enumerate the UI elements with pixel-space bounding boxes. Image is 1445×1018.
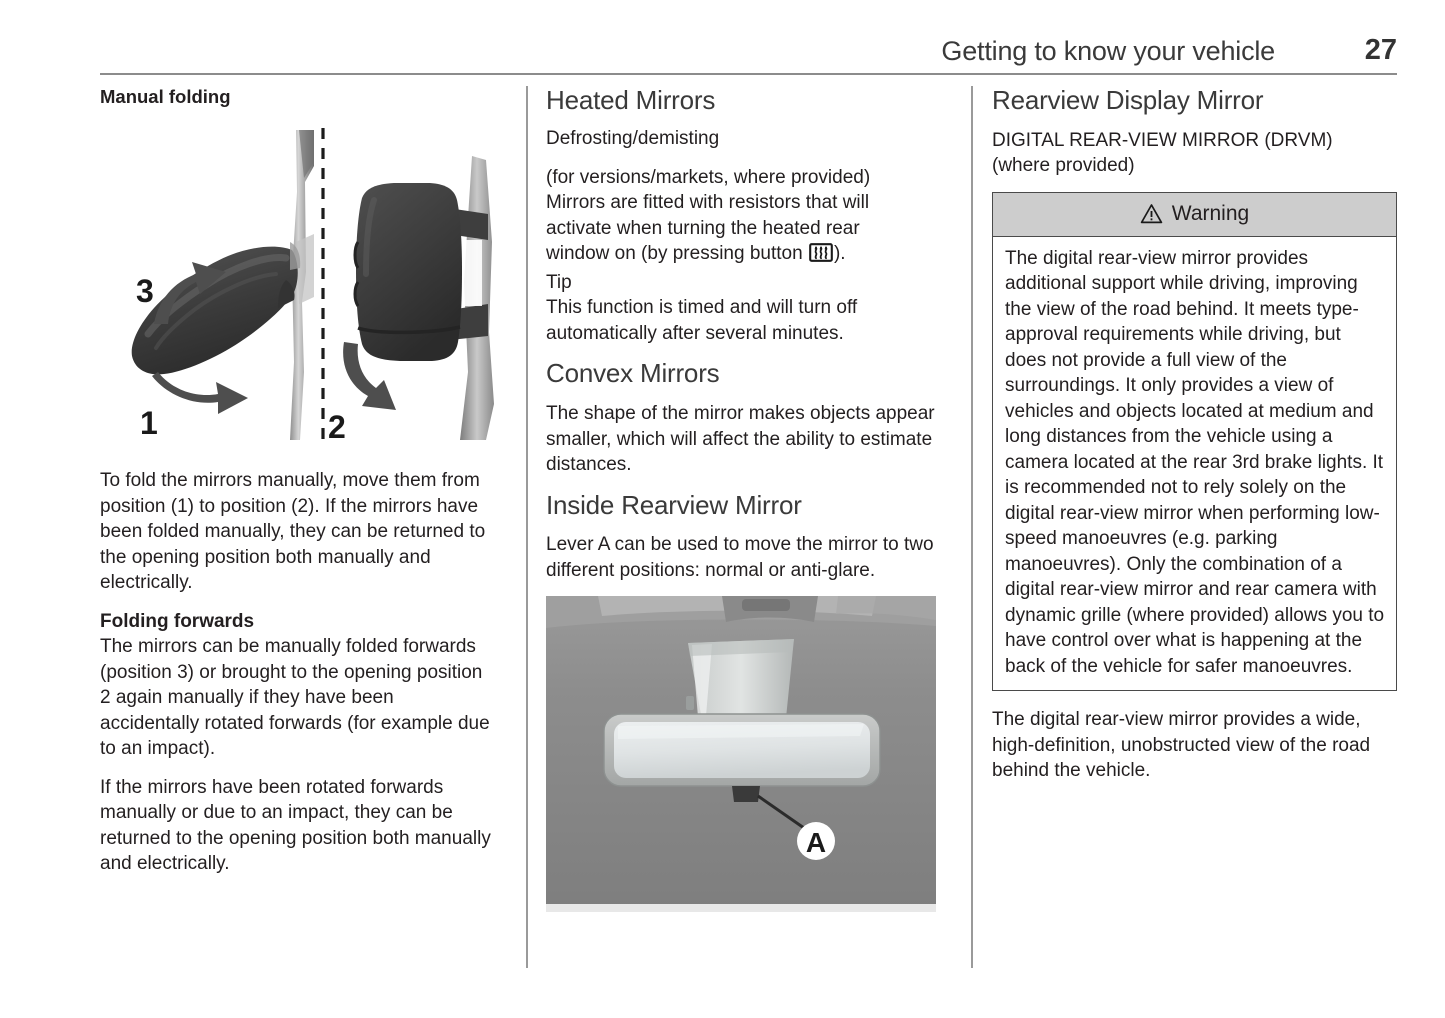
warning-triangle-icon — [1140, 203, 1163, 224]
manual-folding-heading: Manual folding — [100, 86, 231, 107]
heated-mirrors-heading: Heated Mirrors — [546, 85, 716, 115]
tip-paragraph: This function is timed and will turn off automatically after several minutes. — [546, 297, 858, 344]
convex-mirrors-paragraph: The shape of the mirror makes objects appear smaller, which will affect the ability to estimate distances. — [546, 403, 935, 476]
manual-folding-figure — [100, 122, 498, 442]
versions-markets-line: (for versions/markets, where provided) — [546, 166, 871, 188]
manual-folding-paragraph-1: To fold the mirrors manually, move them from position (1) to position (2). If the mirrors have been folded manually, they can be returned to the opening position both manually and electrically. — [100, 470, 486, 594]
page-title: Getting to know your vehicle — [941, 36, 1275, 66]
callout-2-label: 2 — [328, 409, 346, 443]
left-column — [100, 86, 498, 890]
defroster-button-line — [546, 241, 938, 270]
column-divider-1 — [526, 86, 528, 968]
callout-3-label: 3 — [136, 273, 154, 310]
rearview-display-mirror-heading: Rearview Display Mirror — [992, 85, 1264, 115]
button-text-after: ). — [833, 243, 846, 265]
warning-label: Warning — [1171, 201, 1250, 225]
middle-column — [546, 86, 938, 916]
inside-rearview-mirror-figure — [546, 596, 936, 916]
callout-a-label: A — [805, 827, 827, 859]
folding-forwards-subheading: Folding forwards — [100, 610, 255, 632]
heated-mirrors-paragraph — [546, 165, 938, 242]
defrosting-demisting-subheading: Defrosting/demisting — [546, 127, 720, 149]
warning-box — [992, 192, 1397, 692]
convex-mirrors-heading: Convex Mirrors — [546, 358, 720, 389]
tip-label: Tip — [546, 271, 572, 293]
page-number: 27 — [1364, 34, 1397, 66]
rear-defroster-icon — [809, 243, 833, 270]
warning-header — [993, 193, 1396, 237]
folding-forwards-paragraph: The mirrors can be manually folded forwards (position 3) or brought to the opening position 2 again manually if they have been accidentally rotated forwards (for example due to an impact). — [100, 636, 490, 760]
where-provided-note: (where provided) — [992, 155, 1135, 177]
resistors-line: Mirrors are fitted with resistors that will — [546, 192, 870, 214]
rotated-forwards-paragraph: If the mirrors have been rotated forwards manually or due to an impact, they can be returned to the opening position both manually and electrically. — [100, 776, 491, 875]
right-column — [992, 86, 1397, 797]
column-divider-2 — [971, 86, 973, 968]
anti-glare-lever — [732, 786, 760, 802]
activate-line: activate when turning the heated rear — [546, 217, 860, 239]
drvm-closing-paragraph: The digital rear-view mirror provides a wide, high-definition, unobstructed view of the road behind the vehicle. — [992, 709, 1371, 782]
button-text-before: window on (by pressing button — [546, 243, 803, 265]
inside-rearview-mirror-paragraph: Lever A can be used to move the mirror to two different positions: normal or anti-glare. — [546, 534, 934, 581]
warning-text: The digital rear-view mirror provides additional support while driving, improving the view of the road behind. It meets type-approval requirements while driving, but does not provide a full view of the surroundings. It only provides a view of vehicles and objects located at medium and long distances from the vehicle using a camera located at the rear 3rd brake lights. It is recommended not to rely solely on the digital rear-view mirror when performing low-speed manoeuvres (e.g. parking manoeuvres). Only the combination of a digital rear-view mirror and rear camera with dynamic grille (where provided) allows you to have control over what is happening at the back of the vehicle for safer manoeuvres. — [1005, 247, 1385, 677]
header-rule — [100, 73, 1397, 75]
inside-rearview-mirror-heading: Inside Rearview Mirror — [546, 489, 802, 520]
page-header — [100, 36, 1397, 76]
callout-1-label: 1 — [140, 405, 158, 442]
drvm-subheading: DIGITAL REAR-VIEW MIRROR (DRVM) — [992, 129, 1333, 151]
